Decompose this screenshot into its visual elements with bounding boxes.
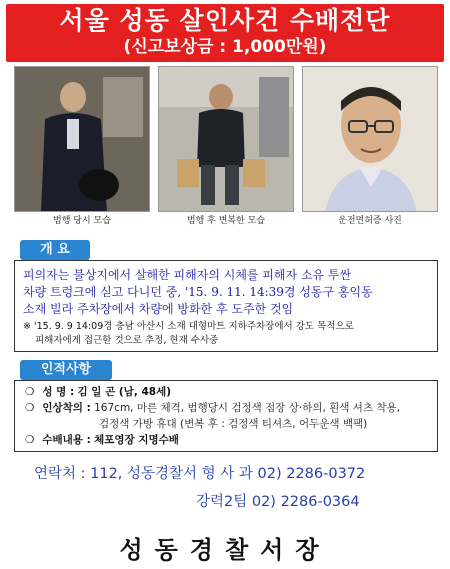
info-value: 167cm, 마른 체격, 범행당시 검정색 점장 상‧하의, 흰색 셔츠 착용, — [94, 402, 401, 414]
contact-line-1: 연락처 : 112, 성동경찰서 형 사 과 02) 2286-0372 — [34, 466, 366, 482]
note-line: 피해자에게 접근한 것으로 추정, 현재 수사중 — [35, 335, 219, 346]
contact-line-2: 강력2팀 02) 2286-0364 — [196, 494, 360, 510]
suspect-portrait — [303, 67, 438, 212]
suspect-figure-2 — [159, 67, 294, 212]
info-value: 체포영장 지명수배 — [94, 434, 179, 446]
info-value: 김 일 곤 (남, 48세) — [77, 386, 172, 398]
issuer-name: 성동경찰서장 — [119, 536, 331, 564]
overview-line: 피의자는 불상지에서 살해한 피해자의 시체를 피해자 소유 투싼 — [23, 268, 352, 282]
poster-title: 서울 성동 살인사건 수배전단 — [59, 6, 391, 35]
photo-caption-1: 범행 당시 모습 — [53, 216, 111, 226]
photo-caption-3: 운전면허증 사진 — [338, 216, 402, 226]
suspect-box — [14, 380, 438, 452]
photo-strip — [14, 66, 438, 232]
suspect-tab: 인적사항 — [20, 360, 112, 380]
info-key: 수배내용 : — [42, 434, 91, 446]
overview-note — [15, 318, 437, 348]
info-row-name: ❍ 성 명 : 김 일 곤 (남, 48세) — [25, 386, 172, 398]
photo-license — [302, 66, 438, 232]
photo-crime-scene — [14, 66, 150, 232]
suspect-figure-1 — [15, 67, 150, 212]
cctv-photo-1 — [14, 66, 150, 212]
overview-tab: 개 요 — [20, 240, 90, 260]
note-line: ※ '15. 9. 9 14:09경 충남 아산시 소재 대형마트 지하주차장에서 강도 목적으로 — [23, 321, 354, 332]
overview-body — [15, 261, 437, 318]
overview-line: 차량 트렁크에 싣고 다니던 중, '15. 9. 11. 14:39경 성동구 홍익동 — [23, 285, 373, 299]
info-value: 검정색 가방 휴대 (변복 후 : 검정색 티셔츠, 어두운색 백팩) — [99, 418, 368, 430]
info-row-appearance-cont — [99, 417, 367, 432]
reward-text: (신고보상금 : 1,000만원) — [123, 37, 327, 57]
cctv-photo-2 — [158, 66, 294, 212]
info-key: 인상착의 : — [42, 402, 91, 414]
info-key: 성 명 : — [42, 386, 75, 398]
poster-header — [6, 4, 444, 62]
info-row-appearance: ❍ 인상착의 : 167cm, 마른 체격, 범행당시 검정색 점장 상‧하의, 흰색 셔츠 착용, — [25, 402, 401, 414]
photo-disguise — [158, 66, 294, 232]
license-photo — [302, 66, 438, 212]
overview-line: 소재 빌라 주차장에서 차량에 방화한 후 도주한 것임 — [23, 302, 294, 316]
info-row-warrant: ❍ 수배내용 : 체포영장 지명수배 — [25, 434, 179, 446]
photo-caption-2: 범행 후 변복한 모습 — [186, 216, 266, 226]
overview-box — [14, 260, 438, 352]
